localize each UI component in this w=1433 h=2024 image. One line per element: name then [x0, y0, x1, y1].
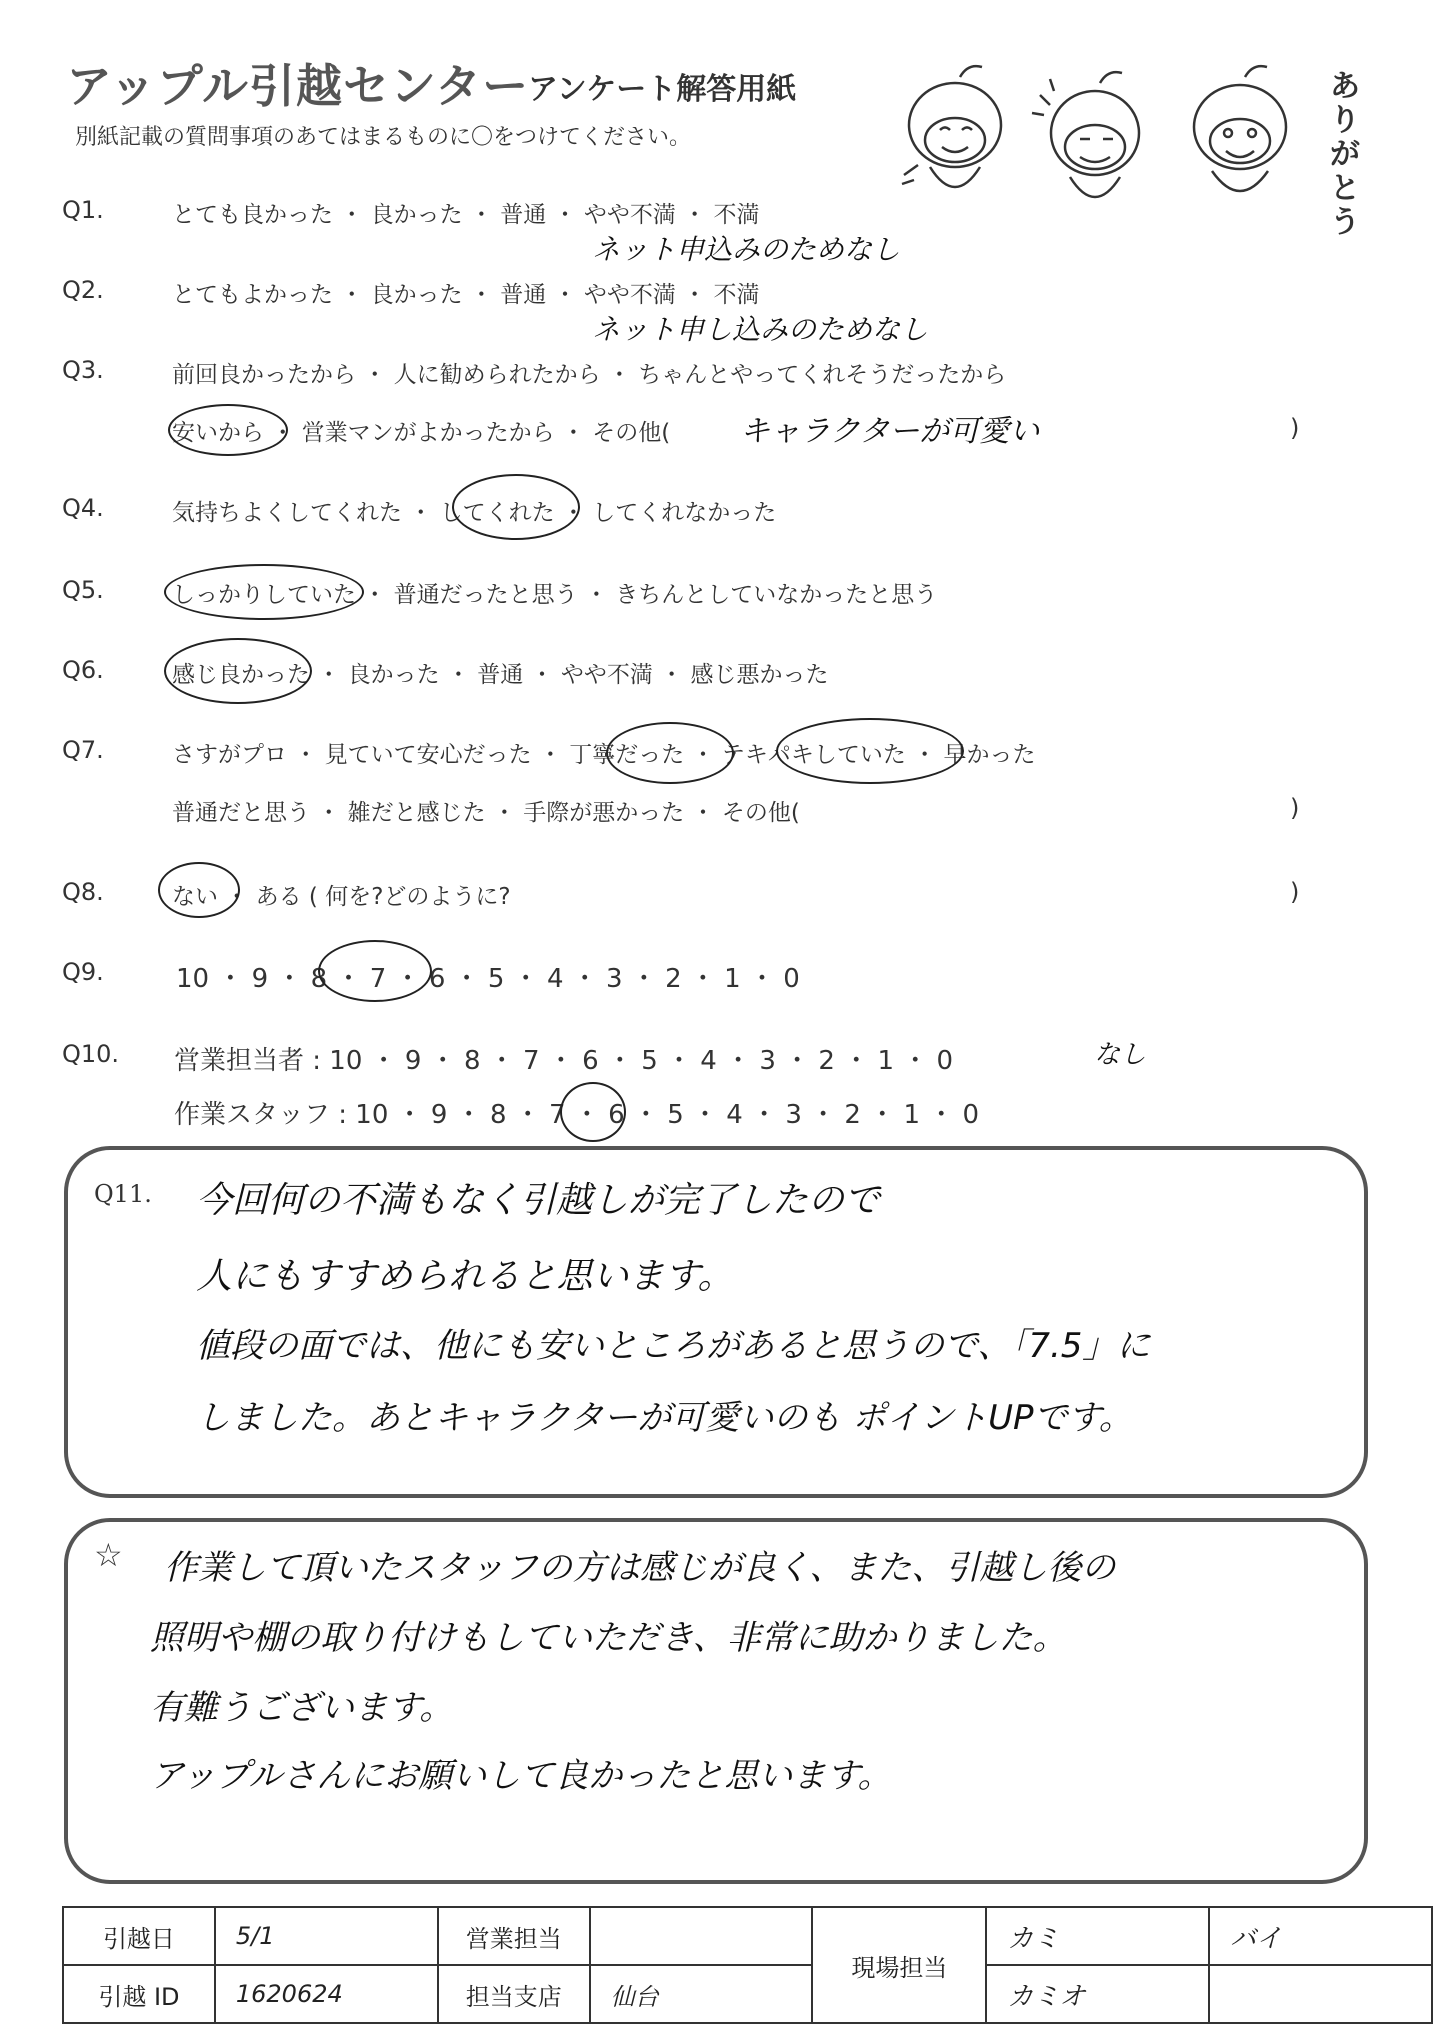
q9-label: Q9. — [62, 958, 104, 986]
branch-value: 仙台 — [590, 1965, 813, 2023]
form-subtitle: アンケート解答用紙 — [528, 72, 797, 107]
q6-options: 感じ良かった ・ 良かった ・ 普通 ・ やや不満 ・ 感じ悪かった — [172, 662, 829, 688]
q8-close-paren: ) — [1290, 878, 1300, 906]
q7-close-paren: ) — [1290, 794, 1300, 822]
q11-comment-line-4: しました。あとキャラクターが可愛いのも ポイントUPです。 — [196, 1398, 1133, 1438]
q5-answer-circle — [164, 564, 364, 620]
star-icon: ☆ — [94, 1536, 123, 1574]
q8-options: ない ・ ある ( 何を?どのように? — [172, 884, 511, 910]
site-staff-label: 現場担当 — [812, 1907, 986, 2023]
q9-answer-circle — [318, 940, 432, 1002]
site-staff-3: カミオ — [986, 1965, 1209, 2023]
q10-label: Q10. — [62, 1040, 120, 1068]
q3-other-answer: キャラクターが可愛い — [740, 414, 1040, 449]
q3-label: Q3. — [62, 356, 104, 384]
q7-answer-circle-1 — [606, 722, 734, 784]
q7-options-line2: 普通だと思う ・ 雑だと感じた ・ 手際が悪かった ・ その他( — [172, 800, 800, 826]
q3-options-line1: 前回良かったから ・ 人に勧められたから ・ ちゃんとやってくれそうだったから — [172, 362, 1007, 388]
q11-label: Q11. — [94, 1180, 152, 1208]
q10-sales-scale: 営業担当者 : 10 ・ 9 ・ 8 ・ 7 ・ 6 ・ 5 ・ 4 ・ 3 ・ 2 ・ 1 ・ 0 — [174, 1046, 954, 1076]
q11-comment-line-1: 今回何の不満もなく引越しが完了したので — [196, 1180, 881, 1221]
footer-info-table — [62, 1906, 1433, 2024]
move-date-value: 5/1 — [215, 1907, 438, 1965]
q7-label: Q7. — [62, 736, 104, 764]
sales-rep-label: 営業担当 — [438, 1907, 590, 1965]
q5-options: しっかりしていた ・ 普通だったと思う ・ きちんとしていなかったと思う — [172, 582, 938, 608]
q2-label: Q2. — [62, 276, 104, 304]
sales-rep-value — [590, 1907, 813, 1965]
q5-label: Q5. — [62, 576, 104, 604]
q4-answer-circle — [452, 474, 580, 540]
site-staff-4 — [1209, 1965, 1432, 2023]
branch-label: 担当支店 — [438, 1965, 590, 2023]
brand-title: アップル引越センター — [66, 59, 530, 113]
q7-options-line1: さすがプロ ・ 見ていて安心だった ・ 丁寧だった ・ テキパキしていた ・ 早かった — [172, 742, 1036, 768]
q3-close-paren: ) — [1290, 414, 1300, 442]
q7-answer-circle-2 — [776, 718, 964, 784]
q1-options: とても良かった ・ 良かった ・ 普通 ・ やや不満 ・ 不満 — [172, 202, 760, 228]
free-comment-line-2: 照明や棚の取り付けもしていただき、非常に助かりました。 — [150, 1618, 1067, 1658]
site-staff-2: バイ — [1209, 1907, 1432, 1965]
q9-scale: 10 ・ 9 ・ 8 ・ 7 ・ 6 ・ 5 ・ 4 ・ 3 ・ 2 ・ 1 ・ 0 — [176, 964, 800, 994]
move-date-label: 引越日 — [63, 1907, 215, 1965]
move-id-value: 1620624 — [215, 1965, 438, 2023]
mascot-illustration — [900, 55, 1330, 230]
q11-comment-line-2: 人にもすすめられると思います。 — [196, 1256, 734, 1297]
q11-comment-line-3: 値段の面では、他にも安いところがあると思うので、「7.5」に — [196, 1326, 1151, 1366]
free-comment-line-1: 作業して頂いたスタッフの方は感じが良く、また、引越し後の — [164, 1548, 1116, 1588]
site-staff-1: カミ — [986, 1907, 1209, 1965]
q10-staff-answer-circle — [560, 1082, 626, 1142]
q2-options: とてもよかった ・ 良かった ・ 普通 ・ やや不満 ・ 不満 — [172, 282, 760, 308]
q6-answer-circle — [164, 638, 312, 704]
q4-label: Q4. — [62, 494, 104, 522]
thanks-text: ありがとう — [1330, 69, 1360, 240]
q1-note: ネット申込みのためなし — [592, 233, 901, 266]
q3-answer-circle — [168, 404, 288, 456]
q4-options: 気持ちよくしてくれた ・ してくれた ・ してくれなかった — [172, 500, 777, 526]
q8-answer-circle — [158, 862, 240, 918]
q3-options-line2: 安いから ・ 営業マンがよかったから ・ その他( — [172, 420, 671, 446]
free-comment-line-3: 有難うございます。 — [150, 1688, 454, 1728]
q10-sales-note: なし — [1094, 1040, 1147, 1070]
q1-label: Q1. — [62, 196, 104, 224]
q2-note: ネット申し込みのためなし — [592, 313, 929, 346]
q6-label: Q6. — [62, 656, 104, 684]
q10-staff-scale: 作業スタッフ : 10 ・ 9 ・ 8 ・ 7 ・ 6 ・ 5 ・ 4 ・ 3 ・ 2 ・ 1 ・ 0 — [174, 1100, 980, 1130]
q8-label: Q8. — [62, 878, 104, 906]
instructions: 別紙記載の質問事項のあてはまるものに〇をつけてください。 — [75, 125, 692, 150]
free-comment-line-4: アップルさんにお願いして良かったと思います。 — [150, 1756, 892, 1796]
move-id-label: 引越 ID — [63, 1965, 215, 2023]
